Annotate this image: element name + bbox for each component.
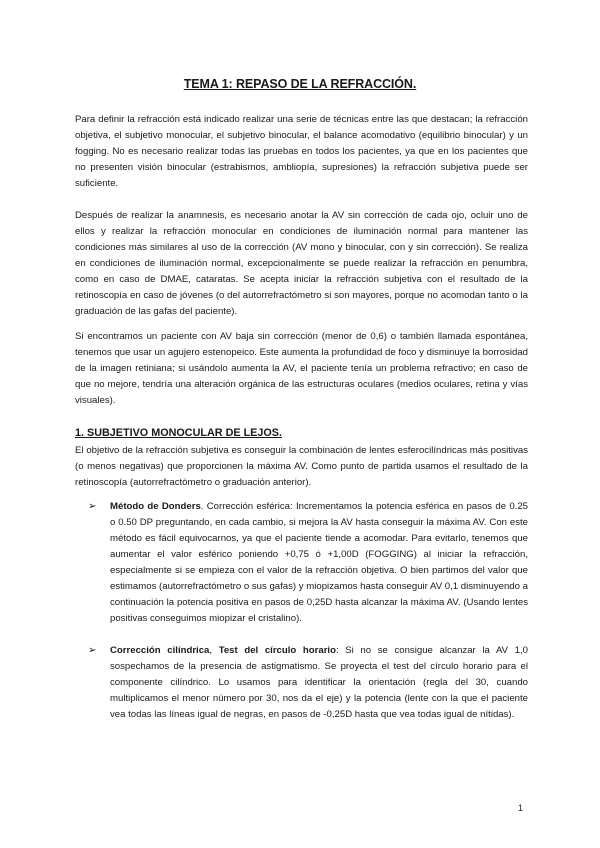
page-title: TEMA 1: REPASO DE LA REFRACCIÓN. (183, 77, 417, 91)
page-number: 1 (518, 803, 524, 813)
bullet-separator: . (200, 501, 204, 512)
low-va-paragraph: Si encontramos un paciente con AV baja sin corrección (menor de 0,6) o también llamada espontánea, tenemos que usar un agujero estenopeico. Este aumenta la profundidad de foco y disminuye la borrosidad de la imagen retiniana; si usándolo aumenta la AV, el paciente tenía un problema refractivo; en caso de que no mejore, tendría una alteración orgánica de las estructuras oculares (medios oculares, retina y vías visuales). (75, 331, 528, 406)
bullet-separator: , (209, 645, 219, 656)
bullet-text: : Si no se consigue alcanzar la AV 1,0 sospechamos de la presencia de astigmatismo. Se proyecta el test del círculo horario para el componente cilíndrico. Lo usamos para identificar la orientación (regla del 30, cuando multiplicamos el menor número por 30, nos da el eje) y la potencia (lente con la que el paciente vea todas las líneas igual de negras, en pasos de -0,25D hasta que vea todas igual de nítidas). (110, 645, 528, 720)
section-heading: 1. SUBJETIVO MONOCULAR DE LEJOS. (75, 427, 282, 439)
bullet-text: Corrección esférica: Incrementamos la potencia esférica en pasos de 0.25 o 0.50 DP preguntando, en cada cambio, si mejora la AV hasta conseguir la máxima AV. Con este método es fácil equivocarnos, ya que el paciente tiende a acomodar. Para evitarlo, tenemos que aumentar el valor esférico poniendo +0,75 ó +1,00D (FOGGING) al iniciar la refracción, especialmente si se empieza con el valor de la refracción objetiva. O bien partimos del valor que estimamos (autorrefractómetro o sus gafas) y miopizamos hasta conseguir AV 0,1 disminuyendo a continuación la potencia positiva en pasos de 0,25D hasta alcanzar la máxima AV. (Usando lentes positivas conseguimos miopizar el cristalino). (110, 501, 528, 624)
anamnesis-paragraph: Después de realizar la anamnesis, es necesario anotar la AV sin corrección de cada ojo, ocluir uno de ellos y realizar la refracción monocular en condiciones de iluminación normal para mantener las condiciones más similares al uso de la corrección (AV mono y binocular, con y sin corrección). Se realiza en condiciones de iluminación normal, excepcionalmente se puede realizar la refracción en penumbra, como en caso de DMAE, cataratas. Se acepta iniciar la refracción subjetiva con el resultado de la retinoscopía en caso de jóvenes (o del autorrefractómetro si son mayores, porque no acomodan tanto o la graduación de las gafas del paciente). (75, 210, 528, 317)
bullet-title: Método de Donders (110, 501, 201, 512)
bullet-donders (88, 499, 528, 627)
section-paragraph: El objetivo de la refracción subjetiva es conseguir la combinación de lentes esferocilíndricas más positivas (o menos negativas) que proporcionen la máxima AV. Como punto de partida usamos el resultado de la retinoscopía (autorrefractómetro o graduación anterior). (75, 445, 528, 488)
bullet-cylindrical (88, 643, 528, 723)
bullet-title-secondary: Test del círculo horario (218, 645, 336, 656)
arrow-bullet-icon: ➢ (88, 501, 97, 512)
arrow-bullet-icon: ➢ (88, 645, 97, 656)
bullet-title: Corrección cilíndrica (110, 645, 210, 656)
intro-paragraph: Para definir la refracción está indicado realizar una serie de técnicas entre las que destacan; la refracción objetiva, el subjetivo monocular, el subjetivo binocular, el balance acomodativo (equilibrio binocular) y un fogging. No es necesario realizar todas las pruebas en todos los pacientes, ya que en los pacientes que no presenten visión binocular (estrabismos, ambliopía, supresiones) la refracción subjetiva puede ser suficiente. (75, 114, 528, 189)
